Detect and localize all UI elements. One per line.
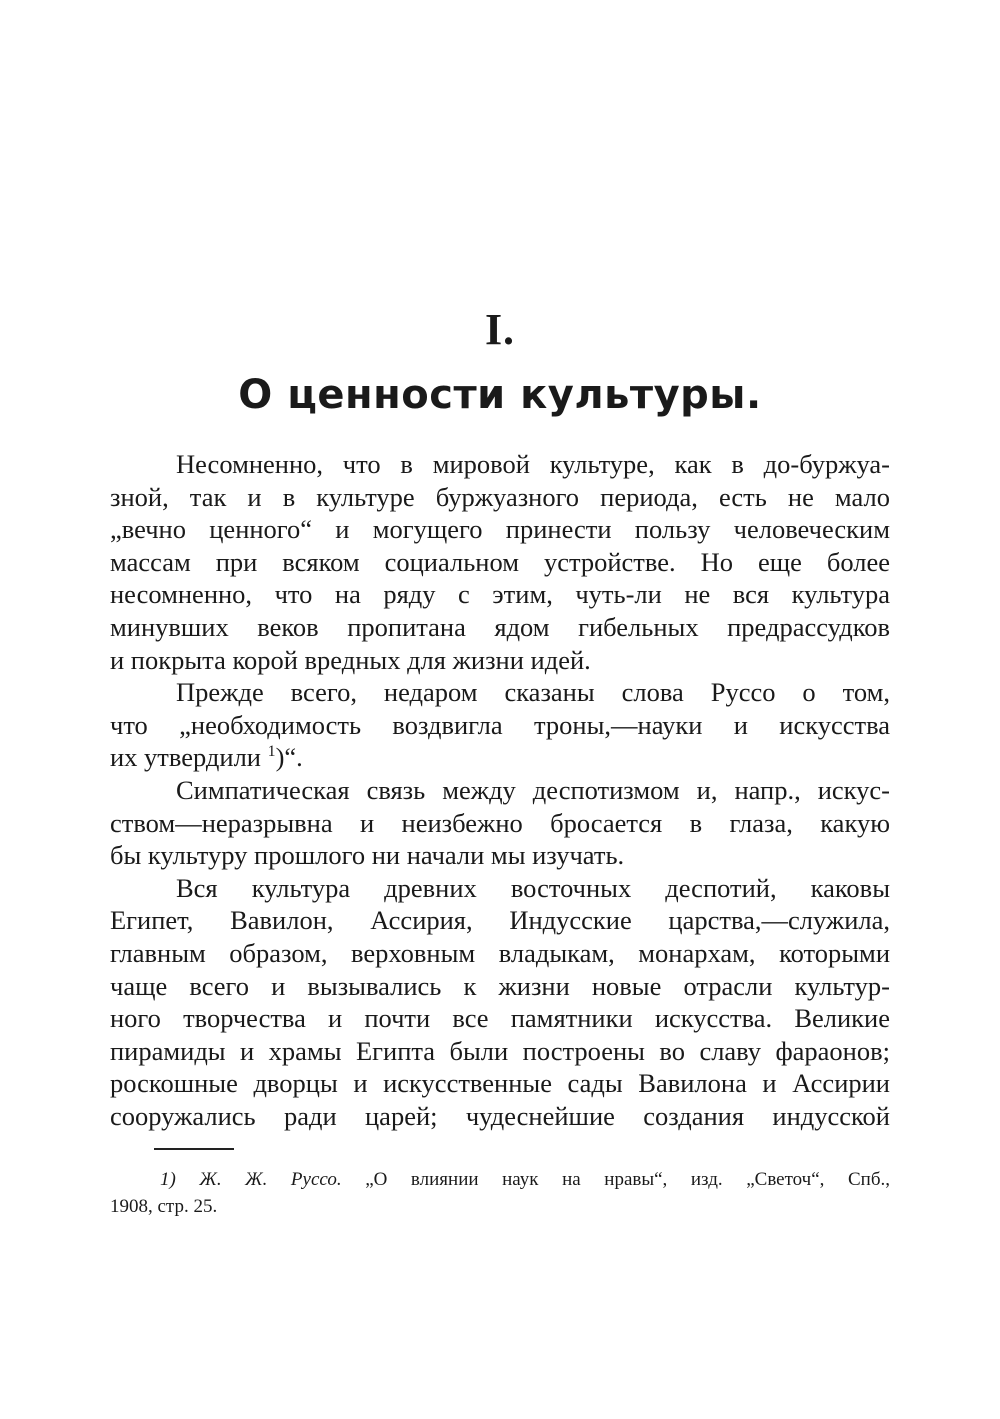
footnote-marker: 1) [160,1169,176,1190]
text-line: и покрыта корой вредных для жизни идей. [110,644,591,675]
footnote-line: 1908, стр. 25. [110,1196,218,1217]
text-line: роскошные дворцы и искусственные сады Вавилона и Ассирии [110,1068,890,1099]
text-line: Прежде всего, недаром сказаны слова Руссо о том, [176,677,890,708]
footnote-author: Ж. Ж. Руссо. [199,1169,342,1190]
text-fragment: )“. [275,742,303,773]
text-line: бы культуру прошлого ни начали мы изучать. [110,840,625,871]
footnote [110,1166,890,1220]
text-line: пирамиды и храмы Египта были построены во славу фараонов; [110,1035,890,1066]
footnote-line [110,1166,890,1193]
text-line: Симпатическая связь между деспотизмом и, напр., искус- [176,774,890,805]
text-line: сооружались ради царей; чудеснейшие создания индусской [110,1100,890,1131]
text-line: ного творчества и почти все памятники искусства. Великие [110,1003,890,1034]
text-line: Вся культура древних восточных деспотий, каковы [176,872,890,903]
text-line: зной, так и в культуре буржуазного периода, есть не мало [110,481,890,512]
footnote-reference: 1 [267,743,276,761]
text-line: „вечно ценного“ и могущего принести пользу человеческим [110,514,890,545]
text-line: массам при всяком социальном устройстве. Но еще более [110,546,890,577]
text-line: несомненно, что на ряду с этим, чуть-ли не вся культура [110,579,890,610]
text-fragment: их утвердили [110,742,261,773]
chapter-title: О ценности культуры. [238,372,762,418]
body-text [110,448,890,1132]
text-line: Несомненно, что в мировой культуре, как в до-буржуа- [176,449,890,479]
text-line: что „необходимость воздвигла троны,—науки и искусства [110,709,890,740]
footnote-citation: „О влиянии наук на нравы“, изд. „Светоч“, Спб., [365,1169,891,1190]
text-line: ством—неразрывна и неизбежно бросается в глаза, какую [110,807,890,838]
text-line-with-footnote [110,741,890,774]
chapter-number: I. [484,305,516,354]
text-line: главным образом, верховным владыкам, монархам, которыми [110,937,890,968]
text-line: чаще всего и вызывались к жизни новые отрасли культур- [110,970,890,1001]
text-line: минувших веков пропитана ядом гибельных предрассудков [110,611,890,642]
footnote-divider [154,1148,234,1150]
text-line: Египет, Вавилон, Ассирия, Индусские царства,—служила, [110,905,890,936]
